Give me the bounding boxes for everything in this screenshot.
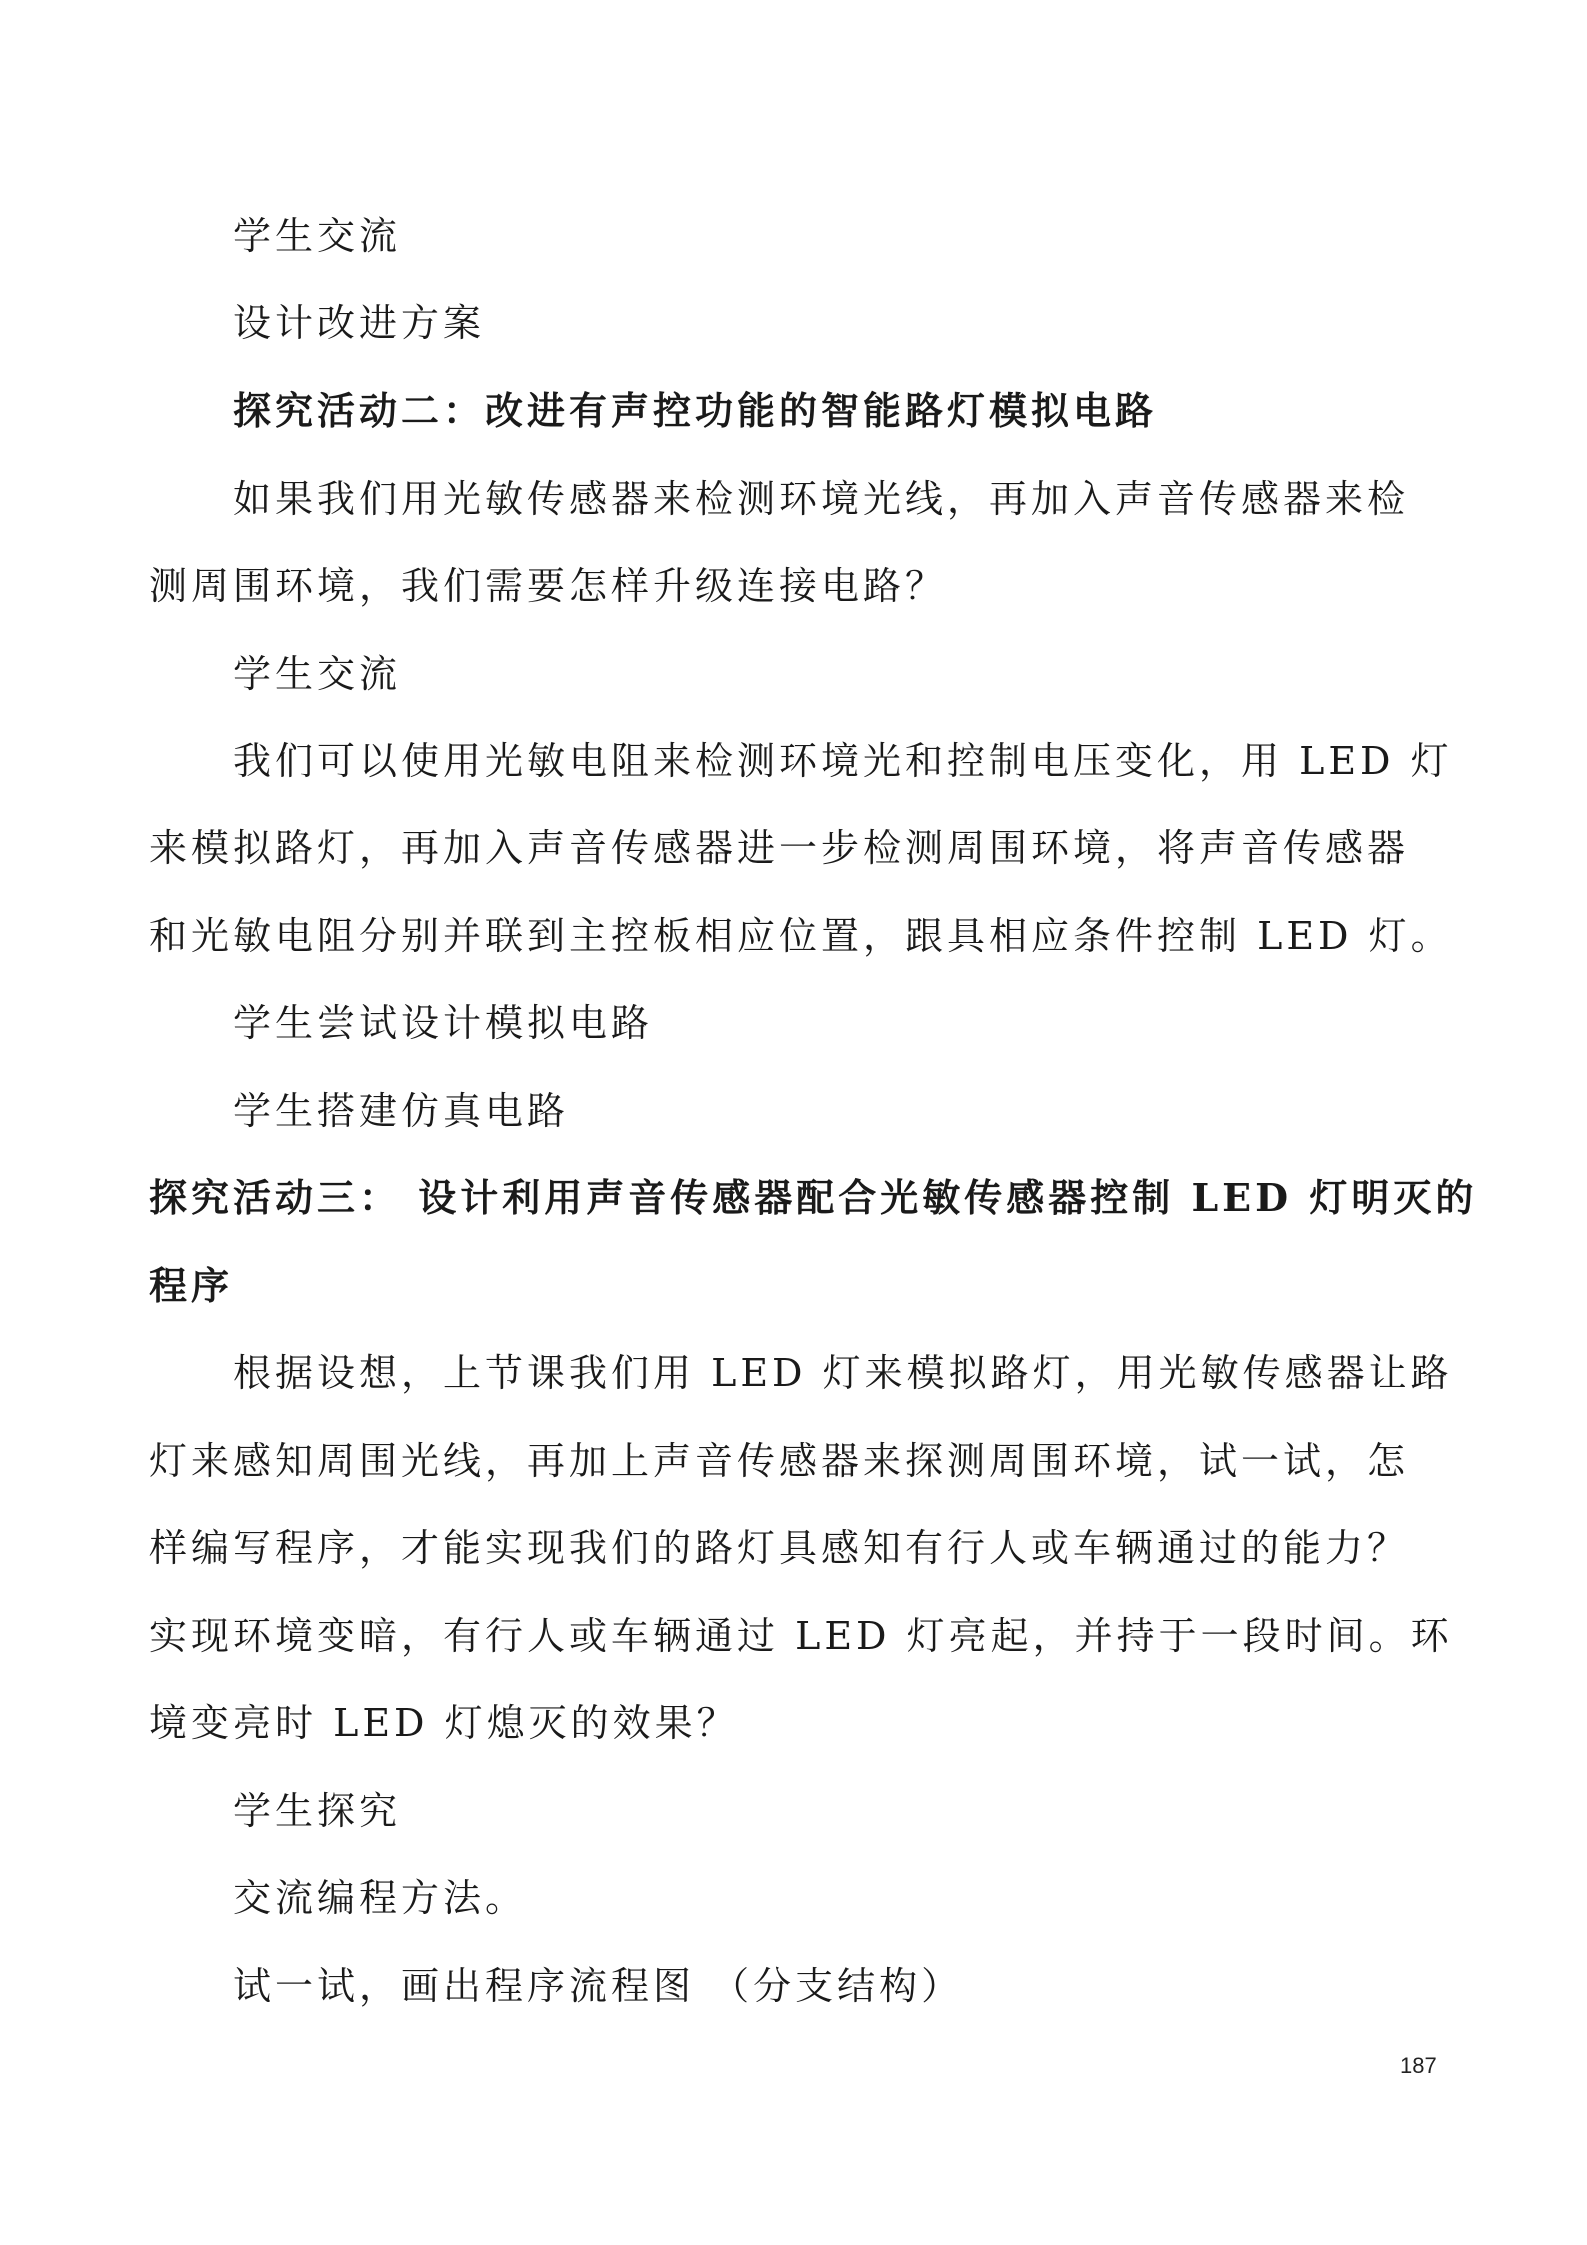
heading-activity-two: 探究活动二：改进有声控功能的智能路灯模拟电路 <box>233 388 1158 433</box>
paragraph-exchange-methods: 交流编程方法。 <box>233 1876 528 1920</box>
paragraph-design-improvement: 设计改进方案 <box>233 301 486 345</box>
paragraph-answer-line-3: 和光敏电阻分别并联到主控板相应位置，跟具相应条件控制 LED 灯。 <box>149 914 1453 958</box>
paragraph-question-line-2: 测周围环境，我们需要怎样升级连接电路？ <box>149 564 948 608</box>
paragraph-task-line-5: 境变亮时 LED 灯熄灭的效果？ <box>149 1701 739 1745</box>
heading-activity-three-line-2: 程序 <box>149 1263 234 1308</box>
paragraph-student-explore: 学生探究 <box>233 1789 402 1833</box>
paragraph-task-line-2: 灯来感知周围光线，再加上声音传感器来探测周围环境，试一试，怎 <box>149 1439 1410 1483</box>
paragraph-try-flowchart: 试一试，画出程序流程图 （分支结构） <box>233 1964 964 2008</box>
paragraph-student-exchange-1: 学生交流 <box>233 214 402 258</box>
paragraph-student-build: 学生搭建仿真电路 <box>233 1089 570 1133</box>
paragraph-task-line-3: 样编写程序，才能实现我们的路灯具感知有行人或车辆通过的能力？ <box>149 1526 1410 1570</box>
paragraph-student-design: 学生尝试设计模拟电路 <box>233 1001 654 1045</box>
paragraph-task-line-4: 实现环境变暗，有行人或车辆通过 LED 灯亮起，并持于一段时间。环 <box>149 1614 1453 1658</box>
paragraph-answer-line-1: 我们可以使用光敏电阻来检测环境光和控制电压变化，用 LED 灯 <box>233 739 1453 783</box>
paragraph-question-line-1: 如果我们用光敏传感器来检测环境光线，再加入声音传感器来检 <box>233 477 1410 521</box>
paragraph-answer-line-2: 来模拟路灯，再加入声音传感器进一步检测周围环境，将声音传感器 <box>149 826 1410 870</box>
page-number: 187 <box>1400 2053 1437 2078</box>
heading-activity-three-line-1: 探究活动三： 设计利用声音传感器配合光敏传感器控制 LED 灯明灭的 <box>149 1175 1478 1220</box>
paragraph-task-line-1: 根据设想，上节课我们用 LED 灯来模拟路灯，用光敏传感器让路 <box>233 1351 1453 1395</box>
paragraph-student-exchange-2: 学生交流 <box>233 652 402 696</box>
